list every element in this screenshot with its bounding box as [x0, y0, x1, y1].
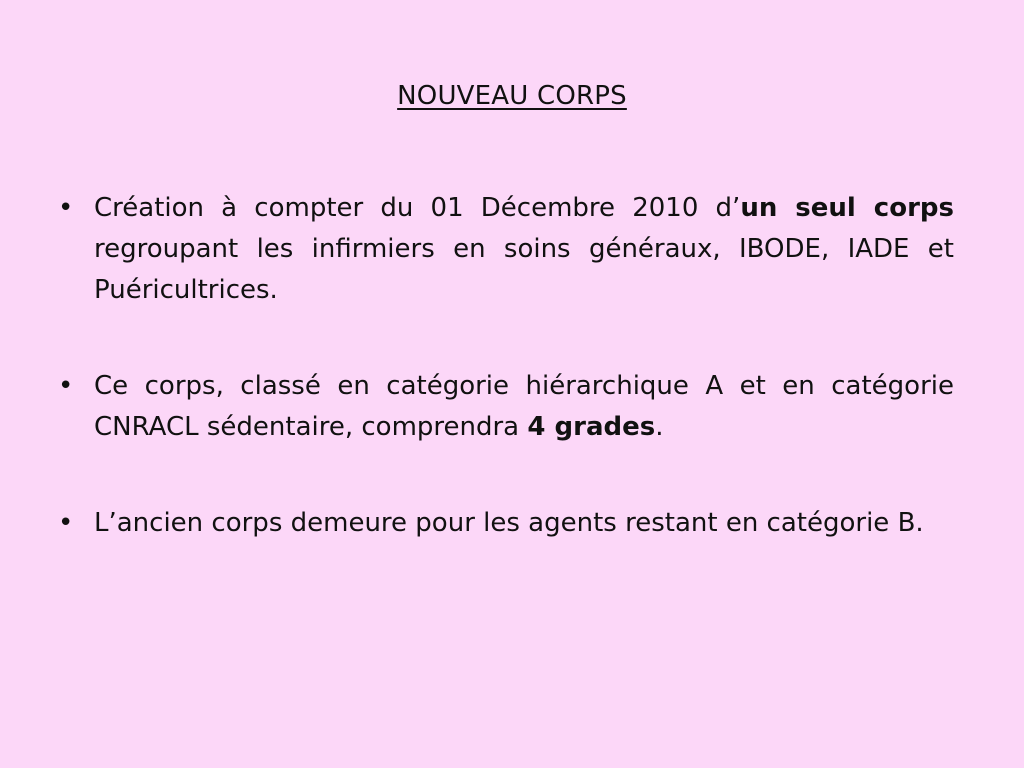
bullet-icon: • — [58, 371, 74, 401]
bullet-item — [58, 188, 954, 311]
bullet-item — [58, 503, 954, 544]
slide-title: NOUVEAU CORPS — [397, 81, 627, 111]
bullet-icon: • — [58, 193, 74, 223]
bullet-item — [58, 366, 954, 448]
bullet-emphasis: 4 grades — [527, 412, 656, 442]
bullet-text: Création à compter du 01 Décembre 2010 d’ — [94, 193, 741, 223]
bullet-text: L’ancien corps demeure pour les agents restant en catégorie B. — [94, 508, 924, 538]
bullet-text: regroupant les infirmiers en soins généraux, IBODE, IADE et Puéricultrices. — [94, 234, 954, 305]
bullet-list — [58, 188, 954, 544]
bullet-emphasis: un seul corps — [740, 193, 954, 223]
bullet-text: Ce corps, classé en catégorie hiérarchique A et en catégorie CNRACL sédentaire, comprendra — [94, 371, 954, 442]
bullet-text: . — [655, 412, 664, 442]
bullet-icon: • — [58, 508, 74, 538]
